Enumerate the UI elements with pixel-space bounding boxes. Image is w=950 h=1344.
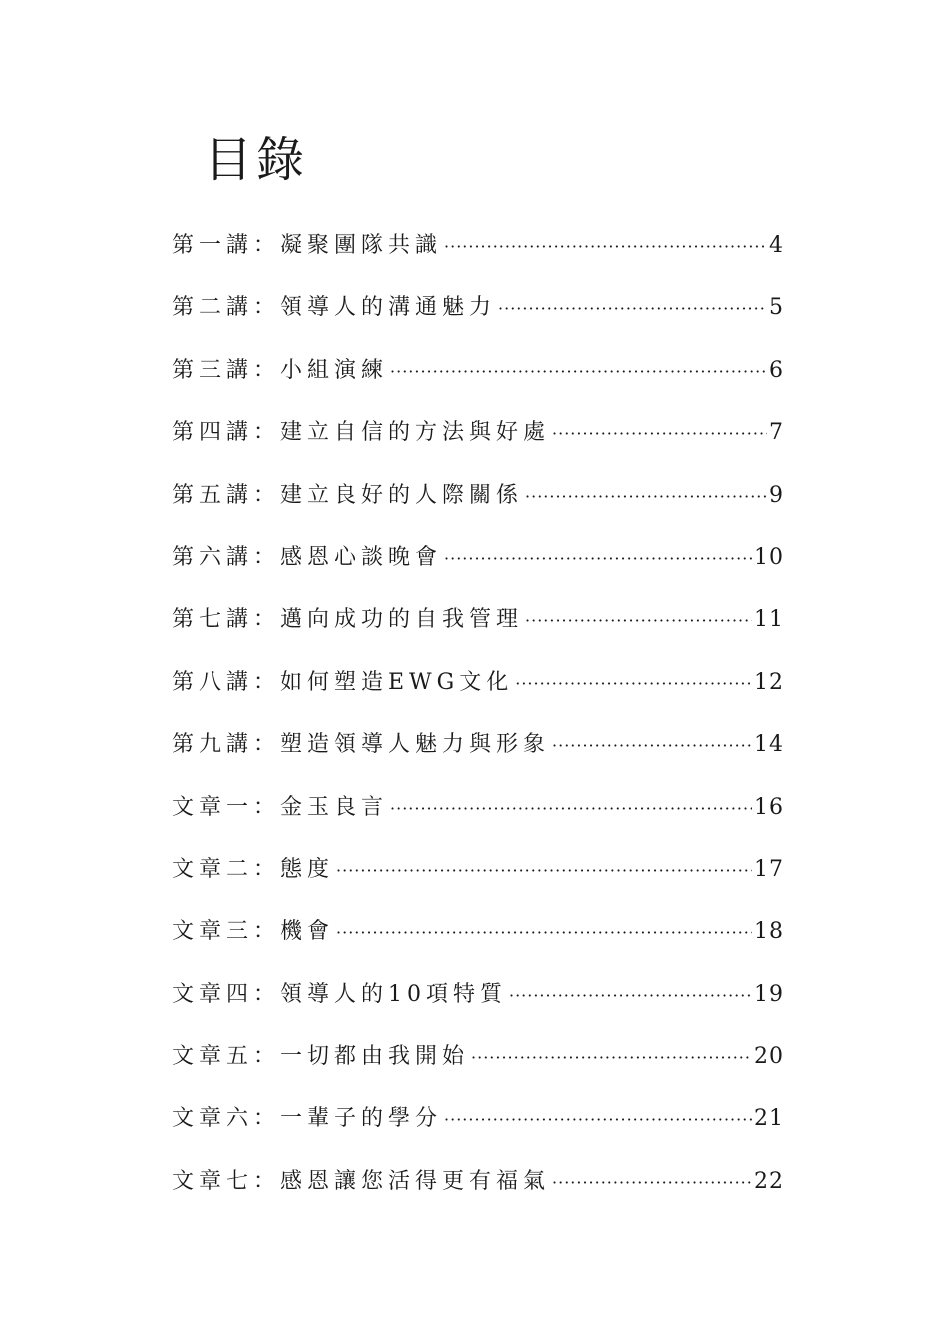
toc-page-number: 18 xyxy=(754,919,784,945)
dot-leader xyxy=(509,976,752,1016)
toc-entry-label: 文章五：一切都由我開始 xyxy=(172,1044,470,1070)
dot-leader xyxy=(444,539,752,579)
toc-page-number: 4 xyxy=(769,233,784,258)
toc-entry-label: 第二講：領導人的溝通魅力 xyxy=(172,295,497,321)
toc-entry[interactable] xyxy=(172,600,784,662)
toc-entry[interactable] xyxy=(172,788,784,850)
dot-leader xyxy=(390,352,767,392)
dot-leader xyxy=(471,1038,752,1078)
toc-entry[interactable] xyxy=(172,476,784,538)
toc-entry-label: 第四講：建立自信的方法與好處 xyxy=(172,420,551,446)
toc-entry[interactable] xyxy=(172,912,784,974)
toc-entry-label: 文章六：一輩子的學分 xyxy=(172,1106,443,1132)
toc-entry[interactable] xyxy=(172,1099,784,1161)
dot-leader xyxy=(525,477,767,517)
dot-leader xyxy=(552,726,752,766)
toc-entry[interactable] xyxy=(172,1162,784,1224)
toc-page-number: 9 xyxy=(769,482,784,508)
toc-entry-label: 文章二：態度 xyxy=(172,856,335,882)
toc-page-number: 12 xyxy=(754,669,784,695)
toc-page-number: 6 xyxy=(769,357,784,383)
toc-entry[interactable] xyxy=(172,663,784,725)
toc-entry-label: 第五講：建立良好的人際關係 xyxy=(172,482,524,508)
toc-entry[interactable] xyxy=(172,413,784,475)
toc-page-number: 20 xyxy=(754,1044,784,1070)
dot-leader xyxy=(525,601,752,641)
table-of-contents xyxy=(172,226,784,1224)
toc-entry-label: 第八講：如何塑造EWG文化 xyxy=(172,669,514,695)
dot-leader xyxy=(498,289,767,329)
toc-page-number: 22 xyxy=(754,1168,784,1194)
toc-entry-label: 第七講：邁向成功的自我管理 xyxy=(172,607,524,633)
dot-leader xyxy=(336,913,752,953)
dot-leader xyxy=(390,789,752,829)
toc-entry-label: 第九講：塑造領導人魅力與形象 xyxy=(172,732,551,758)
dot-leader xyxy=(552,1163,752,1203)
toc-entry[interactable] xyxy=(172,288,784,350)
toc-page-number: 21 xyxy=(754,1106,784,1132)
toc-page-number: 14 xyxy=(754,732,784,758)
toc-entry[interactable] xyxy=(172,725,784,787)
toc-entry-label: 第三講：小組演練 xyxy=(172,357,389,383)
toc-entry[interactable] xyxy=(172,850,784,912)
toc-entry-label: 文章三：機會 xyxy=(172,919,335,945)
toc-entry[interactable] xyxy=(172,538,784,600)
toc-page-number: 10 xyxy=(754,544,784,570)
toc-entry-label: 第一講：凝聚團隊共識 xyxy=(172,233,443,258)
toc-page-number: 7 xyxy=(769,420,784,446)
toc-entry-label: 文章四：領導人的10項特質 xyxy=(172,981,507,1007)
dot-leader xyxy=(336,851,752,891)
dot-leader xyxy=(444,1100,752,1140)
dot-leader xyxy=(552,414,767,454)
toc-entry[interactable] xyxy=(172,1037,784,1099)
toc-entry[interactable] xyxy=(172,975,784,1037)
page-title: 目錄 xyxy=(204,132,309,188)
toc-page-number: 5 xyxy=(769,295,784,321)
dot-leader xyxy=(444,227,767,267)
toc-entry-label: 第六講：感恩心談晚會 xyxy=(172,544,443,570)
toc-page-number: 11 xyxy=(754,607,784,633)
toc-entry[interactable] xyxy=(172,351,784,413)
toc-entry-label: 文章七：感恩讓您活得更有福氣 xyxy=(172,1168,551,1194)
toc-page-number: 17 xyxy=(754,856,784,882)
toc-page-number: 19 xyxy=(754,981,784,1007)
toc-entry[interactable] xyxy=(172,226,784,288)
dot-leader xyxy=(515,664,752,704)
toc-entry-label: 文章一：金玉良言 xyxy=(172,794,389,820)
toc-page-number: 16 xyxy=(754,794,784,820)
